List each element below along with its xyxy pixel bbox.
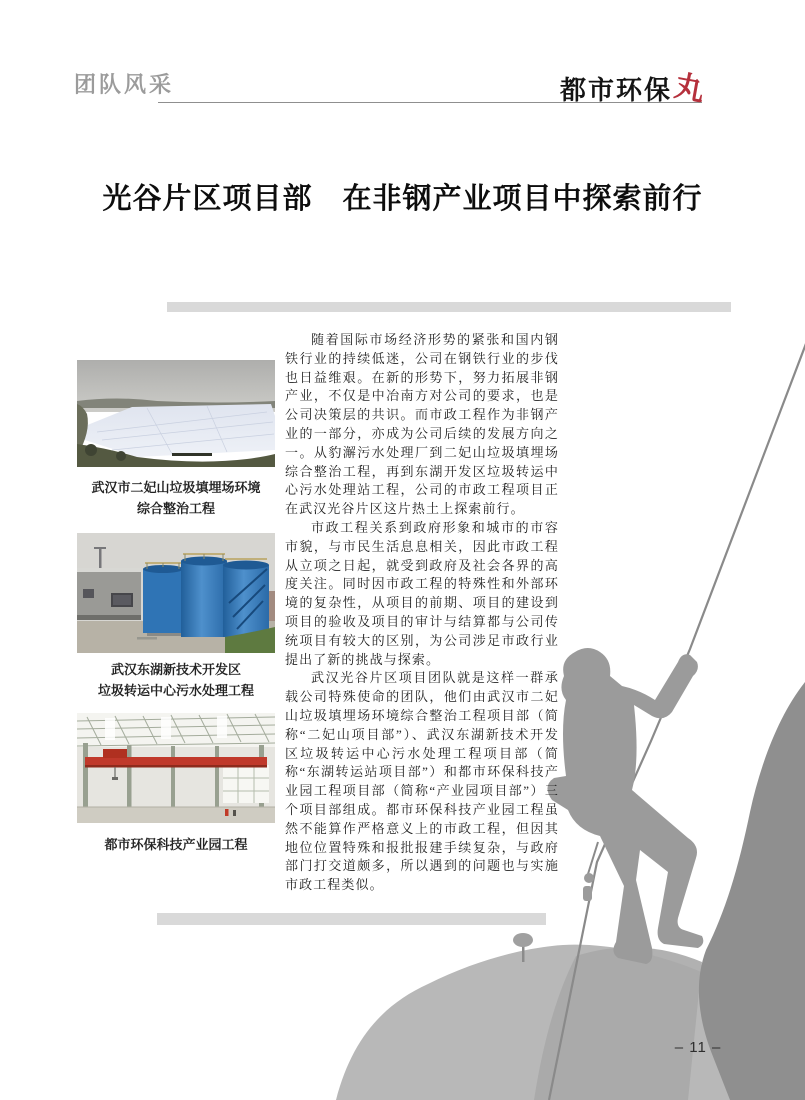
rock-face [699, 682, 805, 1100]
climber-silhouette [547, 648, 703, 964]
workshop-photo-art [77, 713, 275, 823]
floor [77, 807, 275, 823]
bush [85, 444, 97, 456]
photo-caption [60, 477, 292, 519]
end-wall-openings [223, 765, 269, 803]
lamp-arm [94, 547, 106, 549]
photo-industrial-park-project [77, 713, 275, 823]
brand-logo [559, 69, 708, 108]
dark-strip [172, 453, 212, 456]
caption-line: 综合整治工程 [136, 501, 215, 516]
decor-bar-top [167, 302, 731, 312]
decor-bar-bottom [157, 913, 546, 925]
article-title: 光谷片区项目部 在非钢产业项目中探索前行 [102, 183, 703, 215]
bush [116, 451, 126, 461]
photo-caption [60, 659, 292, 701]
brand-seal-icon: 丸 [671, 69, 708, 108]
paragraph-2: 市政工程关系到政府形象和城市的市容市貌，与市民生活息息相关，因此市政工程从立项之日起，就受到政府及社会各界的高度关注。同时因市政工程的特殊性和外部环境的复杂性，从项目的前期、项目的建设到项目的验收及项目的审计与结算都与公司传统项目有较大的区别，为公司涉足市政行业提出了新的挑战与探索。 [285, 519, 559, 667]
blue-tanks [143, 554, 269, 637]
caption-line: 武汉市二妃山垃圾填埋场环境 [91, 480, 261, 495]
curb [137, 637, 157, 640]
caption-line: 武汉东湖新技术开发区 [110, 662, 241, 677]
caption-line: 垃圾转运中心污水处理工程 [97, 683, 254, 698]
paragraph-1: 随着国际市场经济形势的紧张和国内钢铁行业的持续低迷，公司在钢铁行业的步伐也日益维艰。在新的形势下，努力拓展非钢产业，不仅是中冶南方对公司的要求，也是公司决策层的共识。而市政工程作为非钢产业的一部分，亦成为公司后续的发展方向之一。从豹澥污水处理厂到二妃山垃圾填埋场综合整治工程，再到东湖开发区垃圾转运中心污水处理站工程，公司的市政工程项目正在武汉光谷片区这片热土上探索前行。 [285, 332, 559, 517]
photo-landfill-project [77, 360, 275, 467]
caption-line: 都市环保科技产业园工程 [104, 837, 248, 852]
photo-caption [60, 834, 292, 855]
treatment-plant-photo-art [77, 533, 275, 653]
photo-sewage-treatment-project [77, 533, 275, 653]
plant-building [77, 568, 143, 620]
landfill-photo-art [77, 360, 275, 467]
pipes [147, 633, 181, 636]
page-number: – 11 – [674, 1039, 722, 1056]
brand-name: 都市环保 [559, 75, 672, 105]
section-label: 团队风采 [74, 72, 175, 97]
paragraph-3: 武汉光谷片区项目团队就是这样一群承载公司特殊使命的团队，他们由武汉市二妃山垃圾填埋场环境综合整治工程项目部（简称“二妃山项目部”）、武汉东湖新技术开发区垃圾转运中心污水处理工程项目部（简称“东湖转运站项目部”）和都市环保科技产业园工程项目部（简称“产业园项目部”）三个项目部组成。都市环保科技产业园工程虽然不能算作严格意义上的市政工程，但因其地位位置特殊和报批报建手续复杂，与政府部门打交道颇多，所以遇到的问题也与实施市政工程类似。 [285, 670, 559, 893]
article-body [285, 331, 559, 895]
